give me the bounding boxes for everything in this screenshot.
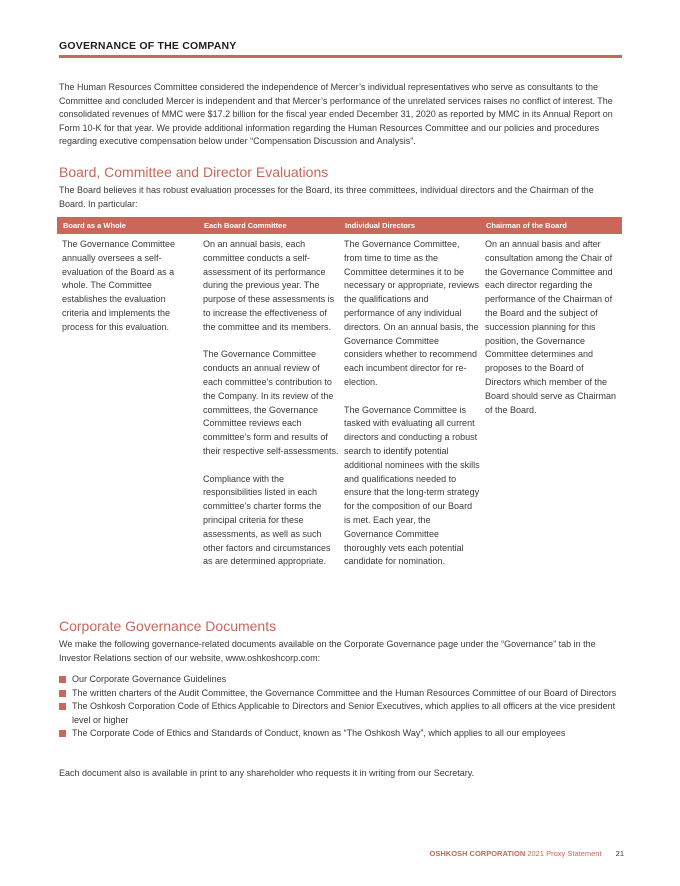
column-committee-paragraph: On an annual basis, each committee conducts a self-assessment of its performance during the previous year. The purpose of these assessments is to increase the effectiveness of the committee and its members.: [203, 239, 335, 332]
list-item: The written charters of the Audit Committee, the Governance Committee and the Human Resources Committee of our Board of Directors: [59, 687, 622, 701]
column-committee-paragraph: The Governance Committee conducts an annual review of each committee’s contribution to the Company. In its review of the committees, the Governance Committee reviews each committee’s form and results of their respective self-assessments.: [203, 349, 339, 456]
bullet-square-icon: [59, 703, 66, 710]
column-chairman: [485, 238, 622, 417]
column-header-directors: Individual Directors: [345, 221, 416, 230]
bullet-square-icon: [59, 730, 66, 737]
footer-brand: OSHKOSH CORPORATION: [429, 849, 526, 858]
evaluations-intro: The Board believes it has robust evaluation processes for the Board, its three committees, individual directors and the Chairman of the Board. In particular:: [59, 185, 594, 209]
header-rule: [59, 55, 622, 58]
column-directors-paragraph: The Governance Committee is tasked with evaluating all current directors and conducting a robust search to identify potential additional nominees with the skills and qualifications needed to ensure that the long-term strategy for the composition of our Board is met. Each year, the Governance Committee thoroughly vets each potential candidate for nomination.: [344, 404, 480, 567]
list-item: The Corporate Code of Ethics and Standards of Conduct, known as “The Oshkosh Way”, which applies to all our employees: [59, 727, 622, 741]
column-board: [62, 238, 187, 335]
bullet-square-icon: [59, 676, 66, 683]
column-header-committee: Each Board Committee: [204, 221, 287, 230]
list-item: Our Corporate Governance Guidelines: [59, 673, 622, 687]
column-board-paragraph: The Governance Committee annually oversees a self-evaluation of the Board as a whole. The Committee establishes the evaluation criteria and implements the process for this evaluation.: [62, 239, 176, 332]
bullet-square-icon: [59, 690, 66, 697]
footer-document: 2021 Proxy Statement: [527, 849, 602, 858]
documents-intro: We make the following governance-related documents available on the Corporate Governance page under the “Governance” tab in the Investor Relations section of our website, www.oshkoshcorp.com:: [59, 639, 596, 663]
column-chairman-paragraph: On an annual basis and after consultation among the Chair of the Governance Committee and each director regarding the performance of the Chairman of the Board and the subject of succession planning for this position, the Governance Committee determines and proposes to the Board of Directors which member of the Board should serve as Chairman of the Board.: [485, 239, 617, 415]
documents-list: [59, 673, 622, 741]
evaluations-title: Board, Committee and Director Evaluations: [59, 164, 329, 180]
section-header: GOVERNANCE OF THE COMPANY: [59, 40, 237, 52]
column-directors-paragraph: The Governance Committee, from time to time as the Committee determines it to be necessary or appropriate, reviews the qualifications and performance of any individual directors. On an annual basis, the Governance Committee considers whether to recommend each incumbent director for re-election.: [344, 239, 480, 387]
column-header-board: Board as a Whole: [63, 221, 126, 230]
list-item: The Oshkosh Corporation Code of Ethics Applicable to Directors and Senior Executives, which applies to all officers at the vice president level or higher: [59, 700, 622, 727]
documents-title: Corporate Governance Documents: [59, 618, 277, 634]
column-committee: [203, 238, 340, 569]
intro-paragraph: The Human Resources Committee considered the independence of Mercer’s individual representatives who serve as consultants to the Committee and concluded Mercer is independent and that Mercer’s performance of the unrelated services raises no conflict of interest. The consolidated revenues of MMC were $17.2 billion for the fiscal year ended December 31, 2020 as reported by MMC in its Annual Report on Form 10-K for that year. We provide additional information regarding the Human Resources Committee and our policies and procedures regarding executive compensation below under “Compensation Discussion and Analysis”.: [59, 82, 613, 147]
column-committee-paragraph: Compliance with the responsibilities listed in each committee’s charter forms the principal criteria for these assessments, as well as such other factors and circumstances as are determined appropriate.: [203, 473, 331, 567]
documents-closing: Each document also is available in print to any shareholder who requests it in writing from our Secretary.: [59, 768, 475, 778]
column-header-chairman: Chairman of the Board: [486, 221, 567, 230]
page-number: 21: [615, 849, 624, 858]
evaluation-table-header: [57, 217, 622, 234]
page-footer: [430, 849, 624, 858]
column-directors: [344, 238, 480, 569]
